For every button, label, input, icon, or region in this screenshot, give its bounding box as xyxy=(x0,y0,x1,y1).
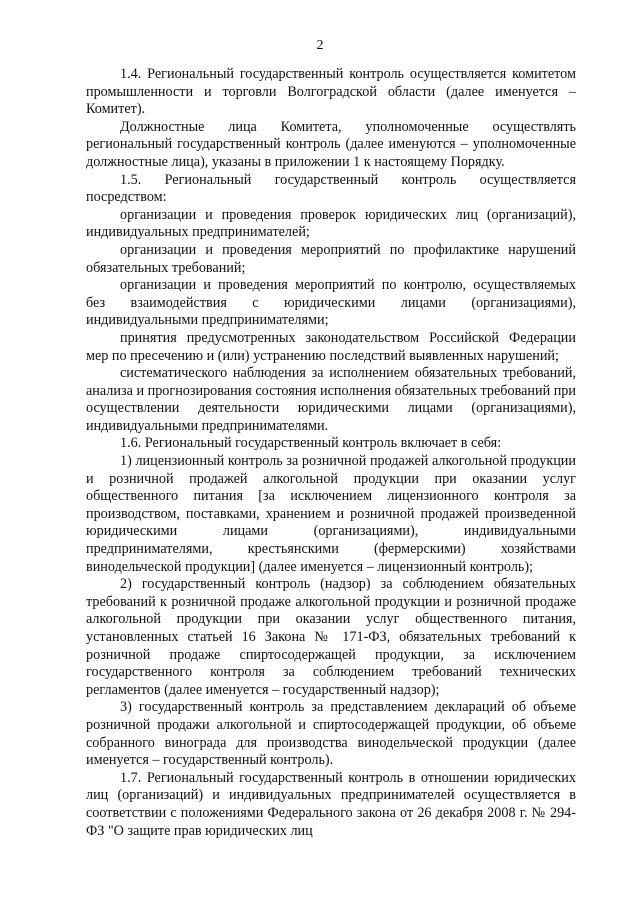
paragraph-1-6: 1.6. Региональный государственный контроль включает в себя: xyxy=(120,435,502,452)
item-licensing-control: 1) лицензионный контроль за розничной продажей алкогольной продукции и розничной продажей алкогольной продукции при оказании услуг общественного питания [за исключением лицензионного контроля за производством, поставками, хранением и розничной продажей произведенной юридическими лицами (организациями), индивидуальными предпринимателями, крестьянскими (фермерскими) хозяйствами винодельческой продукции] (далее именуется – лицензионный контроль); xyxy=(86,453,576,575)
list-item-observation: систематического наблюдения за исполнением обязательных требований, анализа и прогнозирования состояния исполнения обязательных требований при осуществлении деятельности юридическими лицами (организациями), индивидуальными предпринимателями. xyxy=(86,365,576,434)
paragraph-officials: Должностные лица Комитета, уполномоченные осуществлять региональный государственный контроль (далее именуются – уполномоченные должностные лица), указаны в приложении 1 к настоящему Порядку. xyxy=(86,118,576,170)
page-number: 2 xyxy=(316,38,324,53)
list-item-prevention: организации и проведения мероприятий по профилактике нарушений обязательных требований; xyxy=(86,241,576,276)
paragraph-1-5: 1.5. Региональный государственный контроль осуществляется посредством: xyxy=(86,171,576,206)
item-state-control: 3) государственный контроль за представлением деклараций об объеме розничной продажи алкогольной и спиртосодержащей продукции, об объеме собранного винограда для производства винодельческой продукции (далее именуется – государственный контроль). xyxy=(86,699,576,769)
list-item-inspections: организации и проведения проверок юридических лиц (организаций), индивидуальных предпринимателей; xyxy=(86,206,576,241)
item-state-supervision: 2) государственный контроль (надзор) за соблюдением обязательных требований к розничной продаже алкогольной продукции и розничной продаже алкогольной продукции при оказании услуг общественного питания, установленных статьей 16 Закона № 171-ФЗ, обязательных требований к розничной продаже спиртосодержащей продукции, за исключением государственного контроля за соблюдением требований технических регламентов (далее именуется – государственный надзор); xyxy=(86,576,576,698)
paragraph-1-7: 1.7. Региональный государственный контроль в отношении юридических лиц (организаций) и индивидуальных предпринимателей осуществляется в соответствии с положениями Федерального закона от 26 декабря 2008 г. № 294-ФЗ "О защите прав юридических лиц xyxy=(86,769,576,839)
list-item-legal-measures: принятия предусмотренных законодательством Российской Федерации мер по пресечению и (или) устранению последствий выявленных нарушений; xyxy=(86,329,576,364)
paragraph-1-4: 1.4. Региональный государственный контроль осуществляется комитетом промышленности и торговли Волгоградской области (далее именуется – Комитет). xyxy=(86,66,576,118)
document-body xyxy=(86,66,576,840)
list-item-control-measures: организации и проведения мероприятий по контролю, осуществляемых без взаимодействия с юридическими лицами (организациями), индивидуальными предпринимателями; xyxy=(86,277,576,329)
